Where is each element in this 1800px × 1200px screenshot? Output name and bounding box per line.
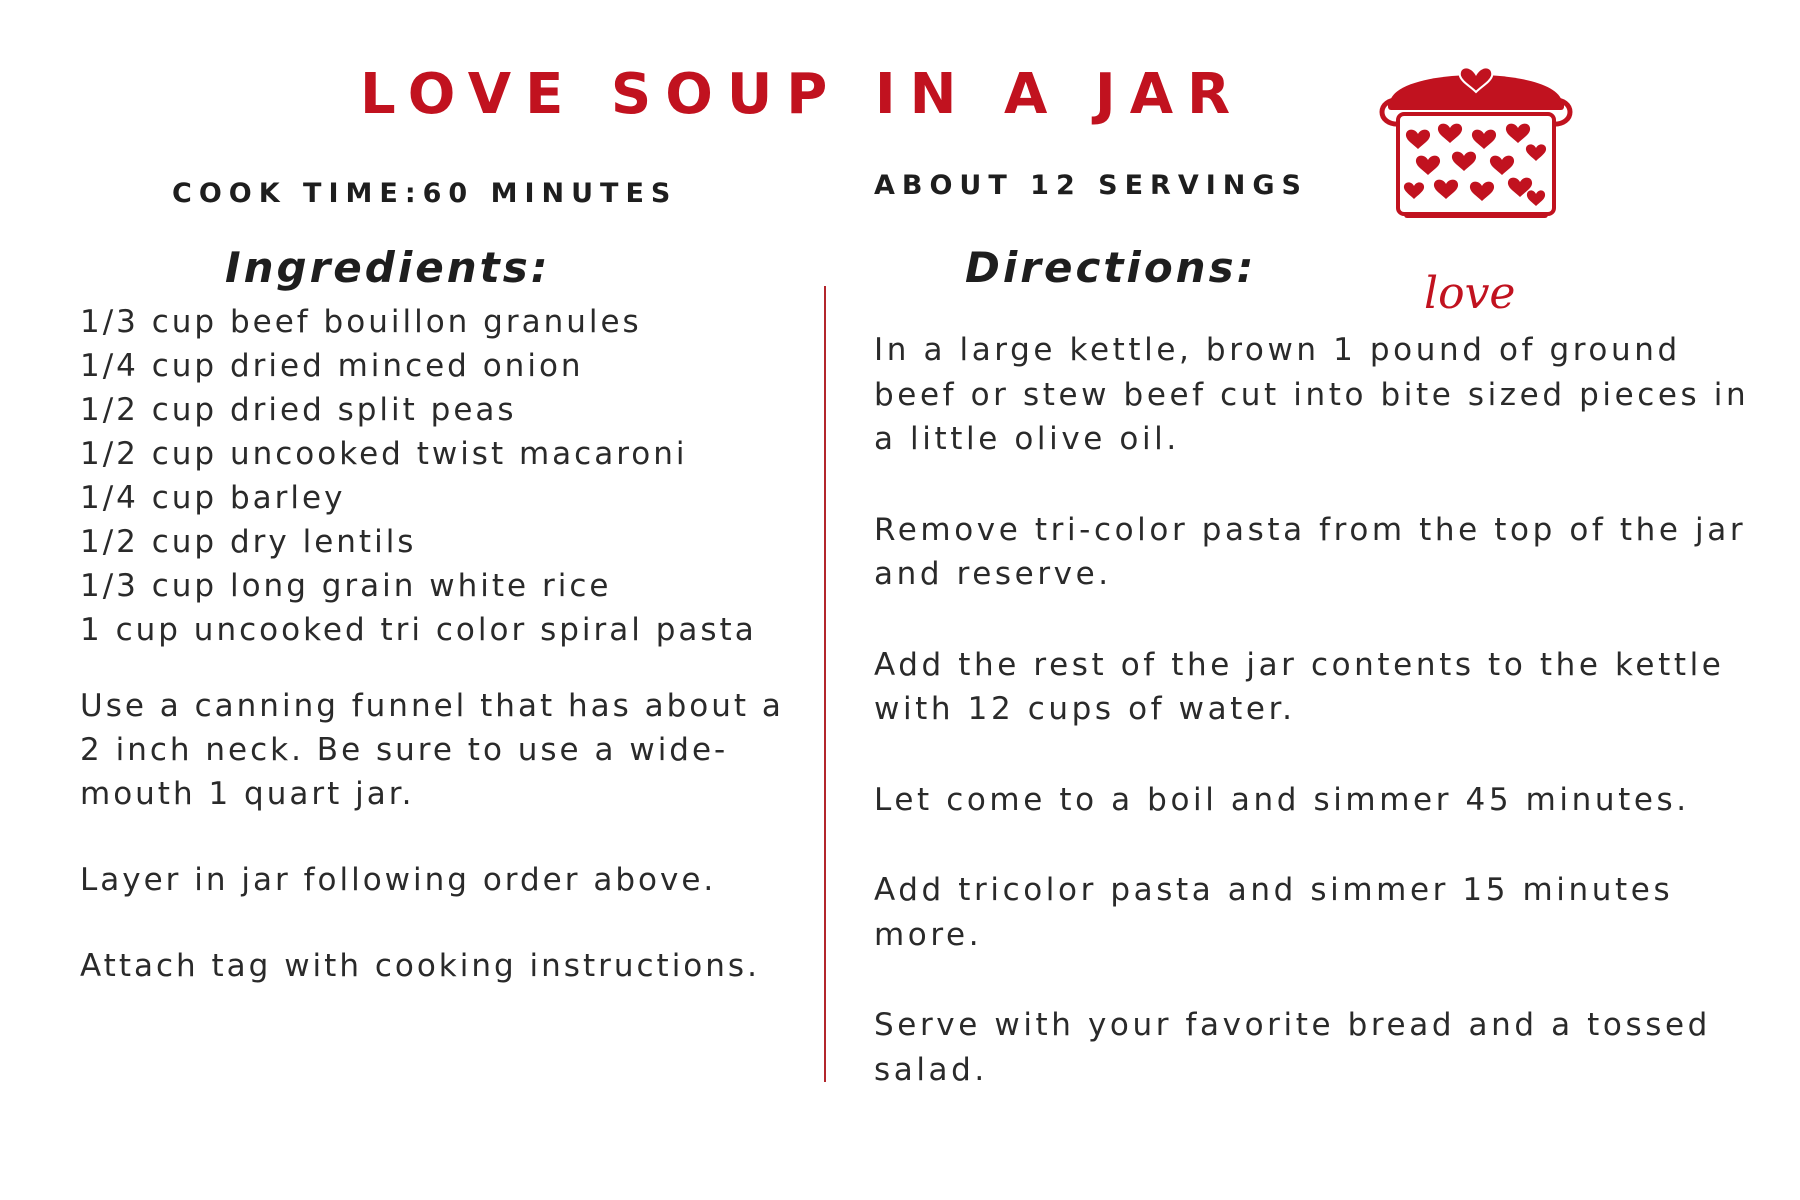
ingredients-heading: Ingredients: [225, 243, 551, 292]
ingredient-item: 1/2 cup dried split peas [80, 392, 517, 428]
directions-heading: Directions: [965, 243, 1257, 292]
direction-step: Add tricolor pasta and simmer 15 minutes more. [874, 872, 1674, 953]
direction-step: Let come to a boil and simmer 45 minutes. [874, 781, 1690, 818]
direction-step: Serve with your favorite bread and a tossed salad. [874, 1007, 1711, 1088]
note-paragraph: Attach tag with cooking instructions. [80, 948, 760, 984]
ingredient-item: 1/3 cup beef bouillon granules [80, 304, 642, 340]
ingredient-item: 1/4 cup barley [80, 480, 346, 516]
note-paragraph: Use a canning funnel that has about a 2 inch neck. Be sure to use a wide-mouth 1 quart jar. [80, 688, 784, 812]
ingredients-list [80, 300, 800, 652]
servings: ABOUT 12 SERVINGS [874, 170, 1308, 201]
column-divider [824, 286, 826, 1082]
direction-step: Add the rest of the jar contents to the kettle with 12 cups of water. [874, 646, 1725, 727]
cook-time: COOK TIME:60 MINUTES [172, 178, 678, 209]
love-script-icon [1420, 262, 1520, 322]
direction-step: In a large kettle, brown 1 pound of ground beef or stew beef cut into bite sized pieces in a little olive oil. [874, 332, 1750, 457]
ingredient-item: 1/3 cup long grain white rice [80, 568, 612, 604]
directions-list [874, 328, 1774, 1138]
ingredient-item: 1/2 cup uncooked twist macaroni [80, 436, 688, 472]
page-title: LOVE SOUP IN A JAR [360, 62, 1245, 127]
ingredient-item: 1/2 cup dry lentils [80, 524, 417, 560]
note-paragraph: Layer in jar following order above. [80, 862, 717, 898]
love-text: love [1424, 268, 1516, 319]
jar-notes [80, 684, 800, 1030]
direction-step: Remove tri-color pasta from the top of the jar and reserve. [874, 511, 1747, 592]
ingredient-item: 1 cup uncooked tri color spiral pasta [80, 612, 757, 648]
ingredient-item: 1/4 cup dried minced onion [80, 348, 584, 384]
heart-pot-icon [1366, 44, 1586, 224]
